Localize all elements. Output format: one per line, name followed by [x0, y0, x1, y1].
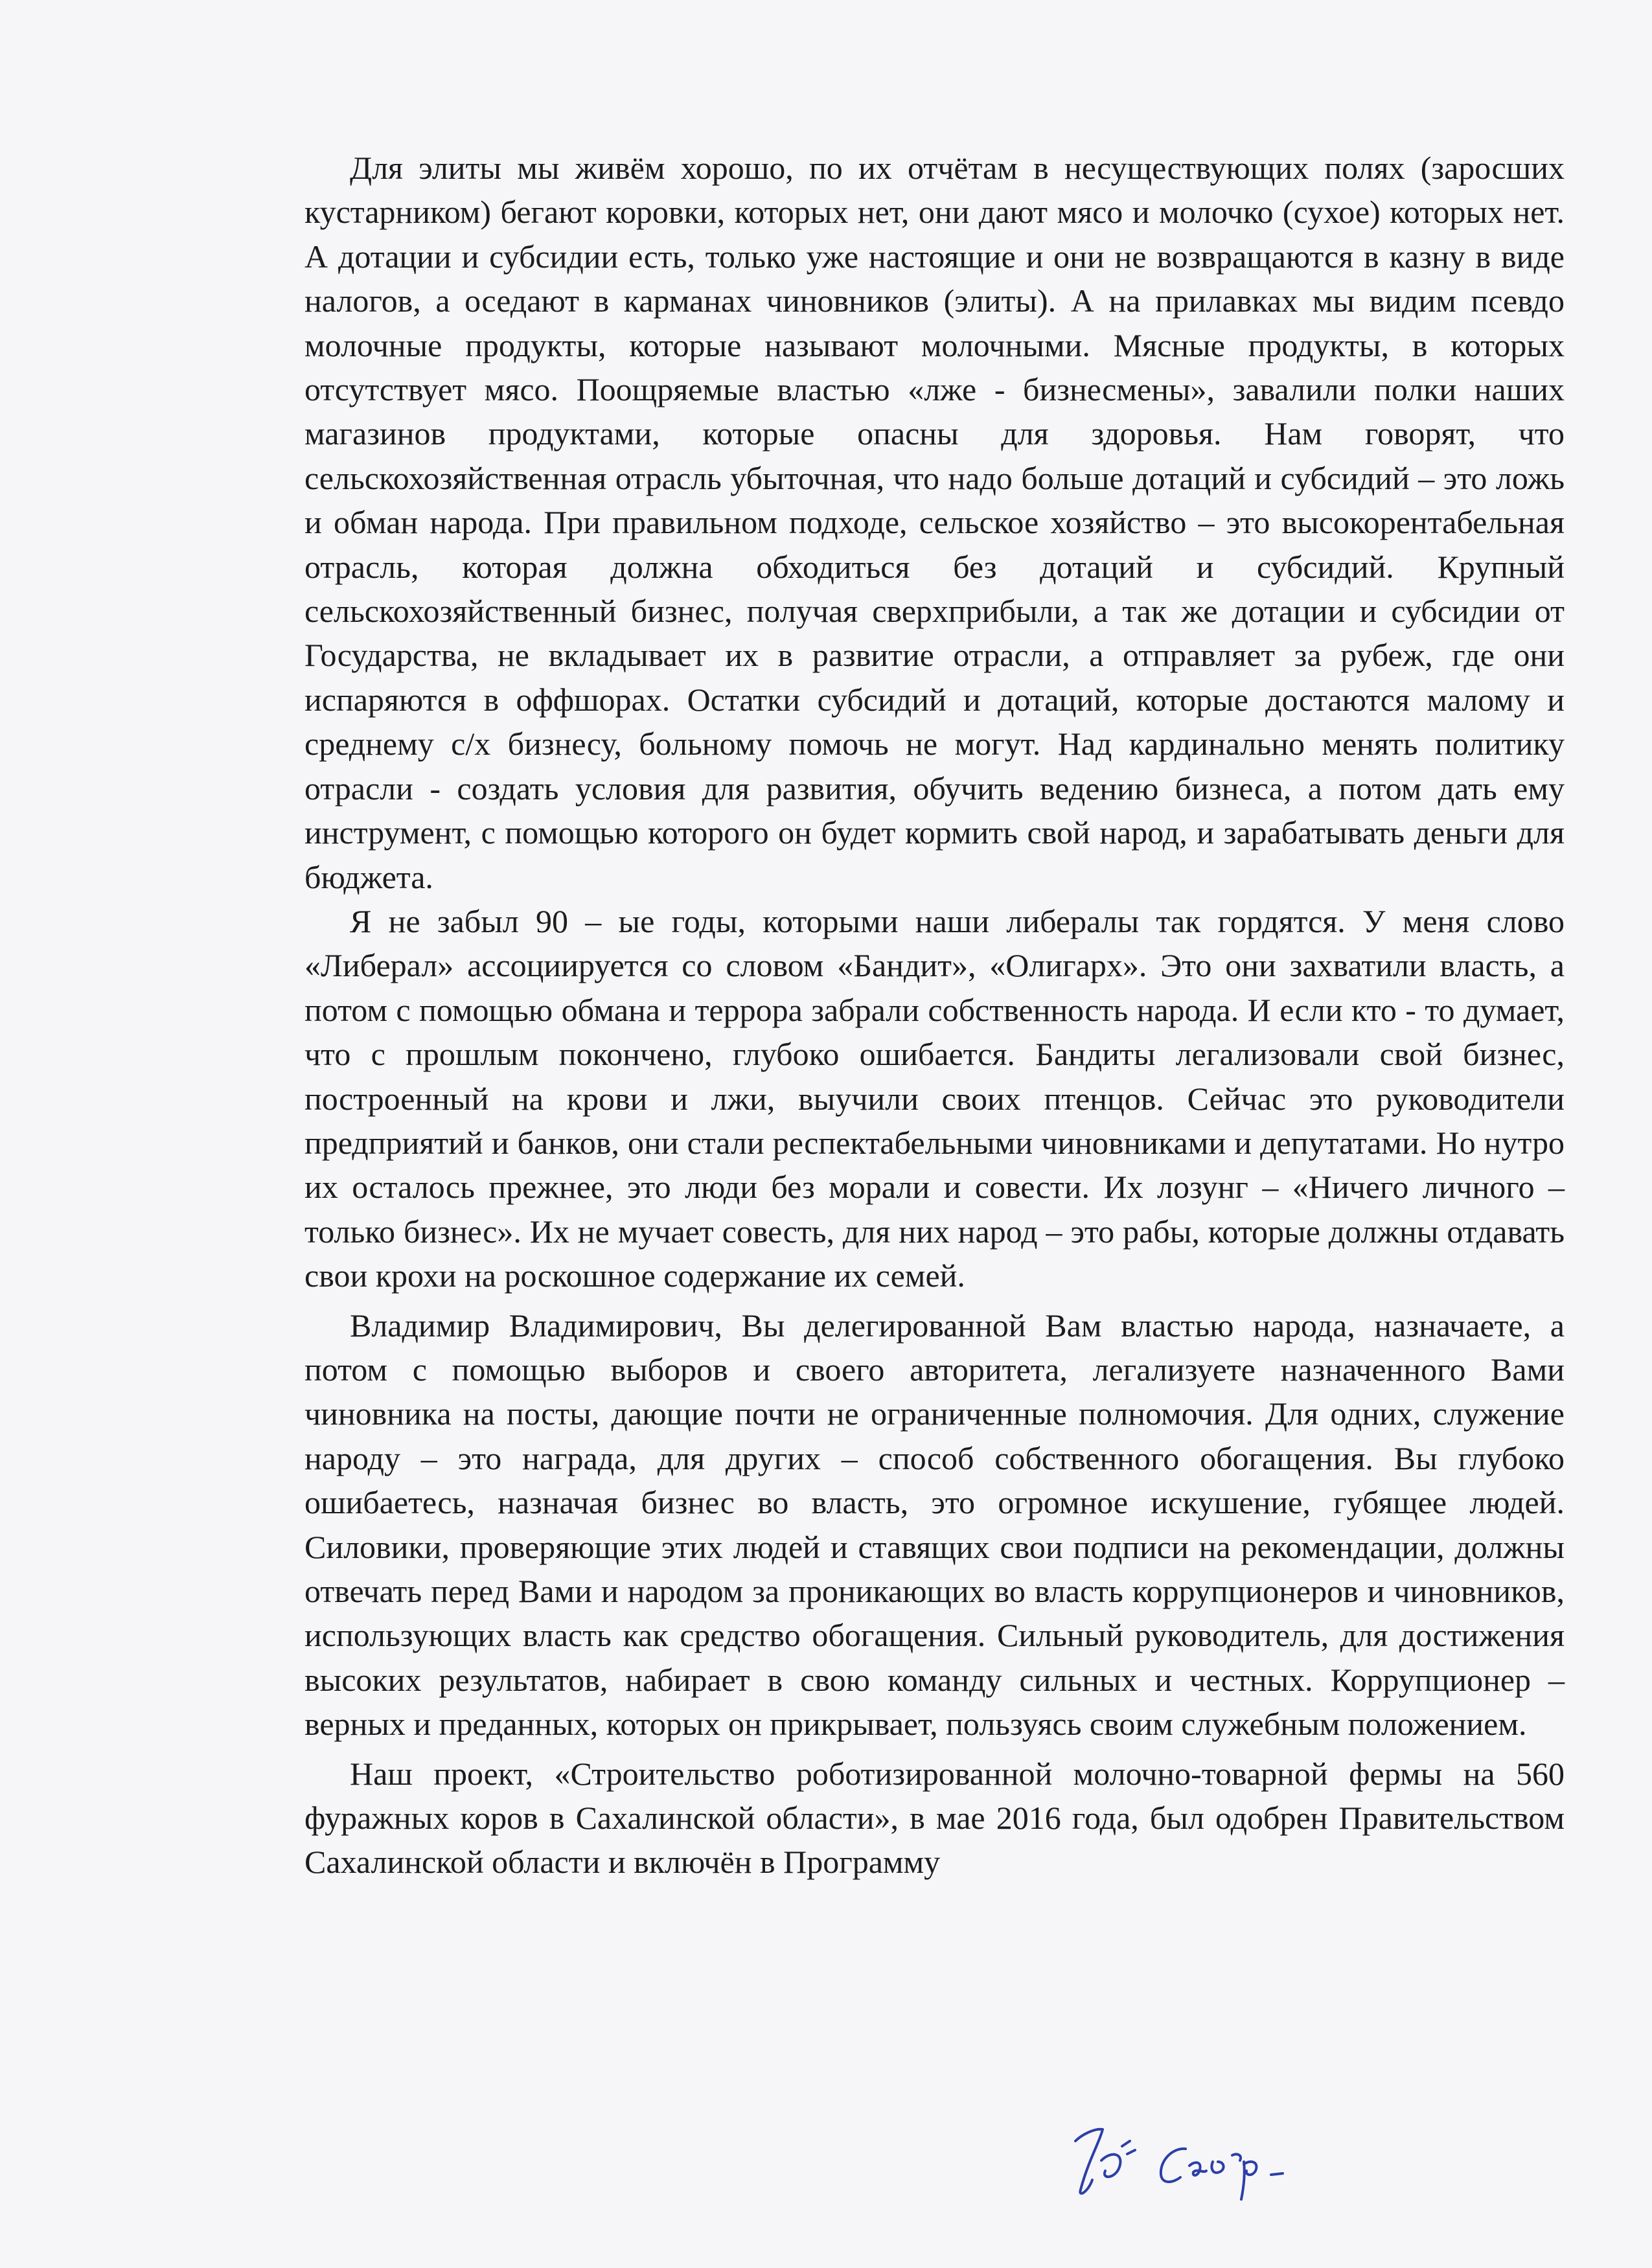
- paragraph-elite: Для элиты мы живём хорошо, по их отчётам в несуществующих полях (заросших кустарником) бегают коровки, которых нет, они дают мясо и молочко (сухое) которых нет. А дотации и субсидии есть, только уже настоящие и они не возвращаются в казну в виде налогов, а оседают в карманах чиновников (элиты). А на прилавках мы видим псевдо молочные продукты, которые называют молочными. Мясные продукты, в которых отсутствует мясо. Поощряемые властью «лже - бизнесмены», завалили полки наших магазинов продуктами, которые опасны для здоровья. Нам говорят, что сельскохозяйственная отрасль убыточная, что надо больше дотаций и субсидий – это ложь и обман народа. При правильном подходе, сельское хозяйство – это высокорентабельная отрасль, которая должна обходиться без дотаций и субсидий. Крупный сельскохозяйственный бизнес, получая сверхприбыли, а так же дотации и субсидии от Государства, не вкладывает их в развитие отрасли, а отправляет за рубеж, где они испаряются в оффшорах. Остатки субсидий и дотаций, которые достаются малому и среднему с/х бизнесу, больному помочь не могут. Над кардинально менять политику отрасли - создать условия для развития, обучить ведению бизнеса, а потом дать ему инструмент, с помощью которого он будет кормить свой народ, и зарабатывать деньги для бюджета.: [304, 150, 1565, 895]
- letter-body: [304, 146, 1565, 1884]
- handwritten-signature: [1062, 2115, 1412, 2219]
- paragraph-nineties: Я не забыл 90 – ые годы, которыми наши либералы так гордятся. У меня слово «Либерал» ассоциируется со словом «Бандит», «Олигарх». Это они захватили власть, а потом с помощью обмана и террора забрали собственность народа. И если кто - то думает, что с прошлым покончено, глубоко ошибается. Бандиты легализовали свой бизнес, построенный на крови и лжи, выучили своих птенцов. Сейчас это руководители предприятий и банков, они стали респектабельными чиновниками и депутатами. Но нутро их осталось прежнее, это люди без морали и совести. Их лозунг – «Ничего личного – только бизнес». Их не мучает совесть, для них народ – это рабы, которые должны отдавать свои крохи на роскошное содержание их семей.: [304, 902, 1565, 1294]
- paragraph-project: Наш проект, «Строительство роботизированной молочно-товарной фермы на 560 фуражных коров в Сахалинской области», в мае 2016 года, был одобрен Правительством Сахалинской области и включён в Программу: [304, 1755, 1565, 1881]
- paragraph-appeal: Владимир Владимирович, Вы делегированной Вам властью народа, назначаете, а потом с помощью выборов и своего авторитета, легализуете назначенного Вами чиновника на посты, дающие почти не ограниченные полномочия. Для одних, служение народу – это награда, для других – способ собственного обогащения. Вы глубоко ошибаетесь, назначая бизнес во власть, это огромное искушение, губящее людей. Силовики, проверяющие этих людей и ставящих свои подписи на рекомендации, должны отвечать перед Вами и народом за проникающих во власть коррупционеров и чиновников, использующих власть как средство обогащения. Сильный руководитель, для достижения высоких результатов, набирает в свою команду сильных и честных. Коррупционер – верных и преданных, которых он прикрывает, пользуясь своим служебным положением.: [304, 1307, 1565, 1743]
